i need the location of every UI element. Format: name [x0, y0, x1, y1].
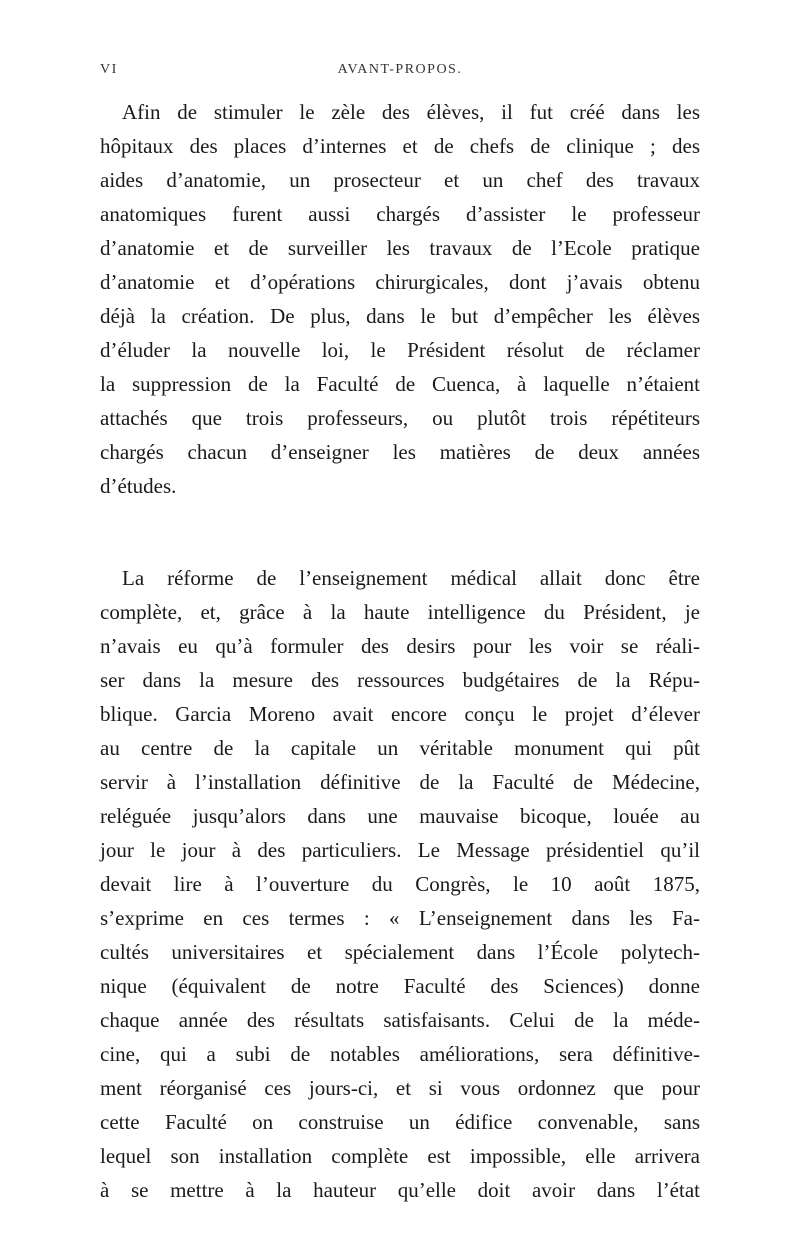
text-line: aides d’anatomie, un prosecteur et un chef des travaux [100, 168, 700, 192]
text-line: blique. Garcia Moreno avait encore conçu le projet d’élever [100, 702, 700, 726]
running-title: AVANT-PROPOS. [337, 62, 463, 77]
text-line: à se mettre à la hauteur qu’elle doit avoir dans l’état [100, 1178, 700, 1202]
text-line: attachés que trois professeurs, ou plutôt trois répétiteurs [100, 406, 700, 430]
text-line: devait lire à l’ouverture du Congrès, le 10 août 1875, [100, 872, 700, 896]
text-line: chargés chacun d’enseigner les matières de deux années [100, 440, 700, 464]
text-line: ment réorganisé ces jours-ci, et si vous ordonnez que pour [100, 1076, 700, 1100]
text-line: Afin de stimuler le zèle des élèves, il fut créé dans les [122, 100, 700, 124]
text-line: ser dans la mesure des ressources budgétaires de la Répu- [100, 668, 700, 692]
text-line: déjà la création. De plus, dans le but d’empêcher les élèves [100, 304, 700, 328]
text-line: s’exprime en ces termes : « L’enseignement dans les Fa- [100, 906, 700, 930]
text-line: d’éluder la nouvelle loi, le Président résolut de réclamer [100, 338, 700, 362]
text-line: servir à l’installation définitive de la Faculté de Médecine, [100, 770, 700, 794]
paragraph-gap [100, 503, 700, 561]
text-line: La réforme de l’enseignement médical allait donc être [122, 566, 700, 590]
text-line: nique (équivalent de notre Faculté des Sciences) donne [100, 974, 700, 998]
text-line: au centre de la capitale un véritable monument qui pût [100, 736, 700, 760]
text-line: cine, qui a subi de notables améliorations, sera définitive- [100, 1042, 700, 1066]
paragraph-1 [100, 95, 700, 503]
text-line: reléguée jusqu’alors dans une mauvaise bicoque, louée au [100, 804, 700, 828]
text-line: anatomiques furent aussi chargés d’assister le professeur [100, 202, 700, 226]
text-line: d’anatomie et d’opérations chirurgicales, dont j’avais obtenu [100, 270, 700, 294]
text-line: hôpitaux des places d’internes et de chefs de clinique ; des [100, 134, 700, 158]
text-line: la suppression de la Faculté de Cuenca, à laquelle n’étaient [100, 372, 700, 396]
text-line: n’avais eu qu’à formuler des desirs pour les voir se réali- [100, 634, 700, 658]
text-line: cultés universitaires et spécialement dans l’École polytech- [100, 940, 700, 964]
text-line: cette Faculté on construise un édifice convenable, sans [100, 1110, 700, 1134]
text-line: chaque année des résultats satisfaisants. Celui de la méde- [100, 1008, 700, 1032]
text-line: complète, et, grâce à la haute intelligence du Président, je [100, 600, 700, 624]
page-number: VI [100, 62, 118, 77]
text-line: d’anatomie et de surveiller les travaux de l’Ecole pratique [100, 236, 700, 260]
body-text [100, 95, 700, 1207]
paragraph-2 [100, 561, 700, 1207]
text-line: lequel son installation complète est impossible, elle arrivera [100, 1144, 700, 1168]
text-line: d’études. [100, 474, 177, 498]
text-line: jour le jour à des particuliers. Le Message présidentiel qu’il [100, 838, 700, 862]
running-head [100, 62, 700, 84]
